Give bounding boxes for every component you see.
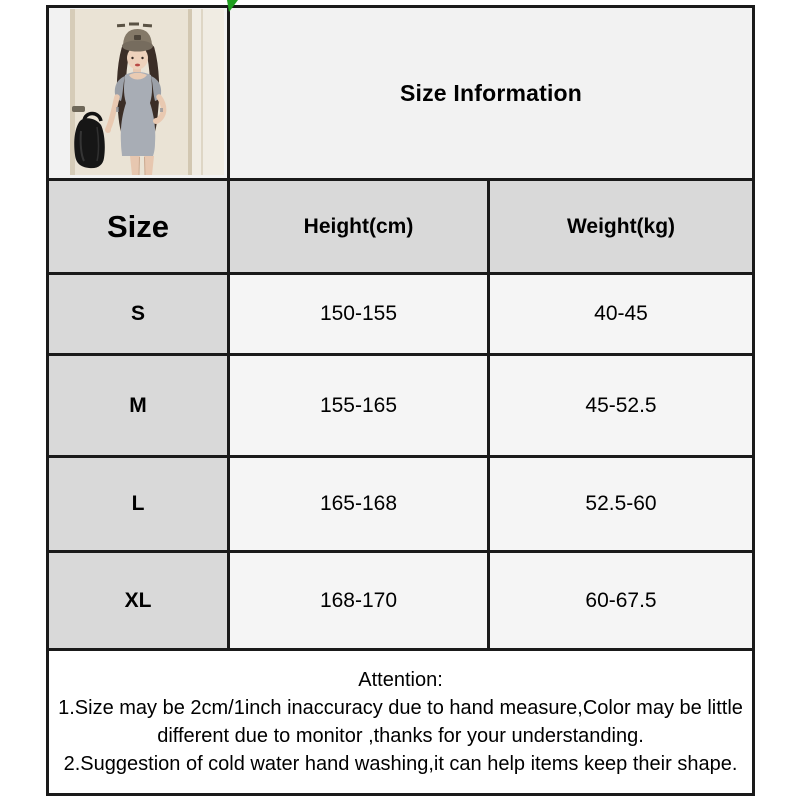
title-cell <box>229 7 754 180</box>
height-value-s: 150-155 <box>229 274 489 355</box>
door-edge <box>188 9 192 175</box>
left-eye <box>131 57 133 59</box>
right-hand <box>105 127 111 133</box>
col-header-height: Height(cm) <box>229 180 489 274</box>
height-value-l: 165-168 <box>229 457 489 552</box>
photo-cell <box>48 7 229 180</box>
tattoo-mark-2 <box>160 108 163 112</box>
height-value-m: 155-165 <box>229 355 489 457</box>
attention-note-2: 2.Suggestion of cold water hand washing,it can help items keep their shape. <box>63 753 738 775</box>
table-row-s <box>48 274 754 355</box>
weight-value-l: 52.5-60 <box>489 457 754 552</box>
weight-value-xl: 60-67.5 <box>489 552 754 650</box>
attention-section <box>48 650 754 795</box>
col-header-size: Size <box>48 180 229 274</box>
size-label-l: L <box>48 457 229 552</box>
attention-row <box>48 650 754 795</box>
col-header-weight: Weight(kg) <box>489 180 754 274</box>
size-label-xl: XL <box>48 552 229 650</box>
page-title: Size Information <box>399 79 583 106</box>
table-row-l <box>48 457 754 552</box>
attention-heading: Attention: <box>358 669 443 691</box>
table-row-xl <box>48 552 754 650</box>
size-label-m: M <box>48 355 229 457</box>
wall <box>192 9 224 175</box>
photo-title-row <box>48 7 754 180</box>
door-left-shadow <box>70 9 75 175</box>
size-label-s: S <box>48 274 229 355</box>
height-value-xl: 168-170 <box>229 552 489 650</box>
tattoo-mark <box>116 107 119 112</box>
attention-note-1: 1.Size may be 2cm/1inch inaccuracy due to hand measure,Color may be little different due to monitor ,thanks for your understanding. <box>58 697 743 747</box>
weight-value-m: 45-52.5 <box>489 355 754 457</box>
model-photo-illustration <box>70 9 224 175</box>
right-eye <box>141 57 143 59</box>
left-hand <box>153 118 159 124</box>
size-table <box>46 5 755 796</box>
table-row-m <box>48 355 754 457</box>
weight-value-s: 40-45 <box>489 274 754 355</box>
green-corner-marker <box>227 0 238 12</box>
lips <box>135 64 140 67</box>
wall-frame-line <box>201 9 203 175</box>
column-header-row <box>48 180 754 274</box>
model-photo <box>70 9 224 175</box>
door-handle <box>72 106 85 112</box>
